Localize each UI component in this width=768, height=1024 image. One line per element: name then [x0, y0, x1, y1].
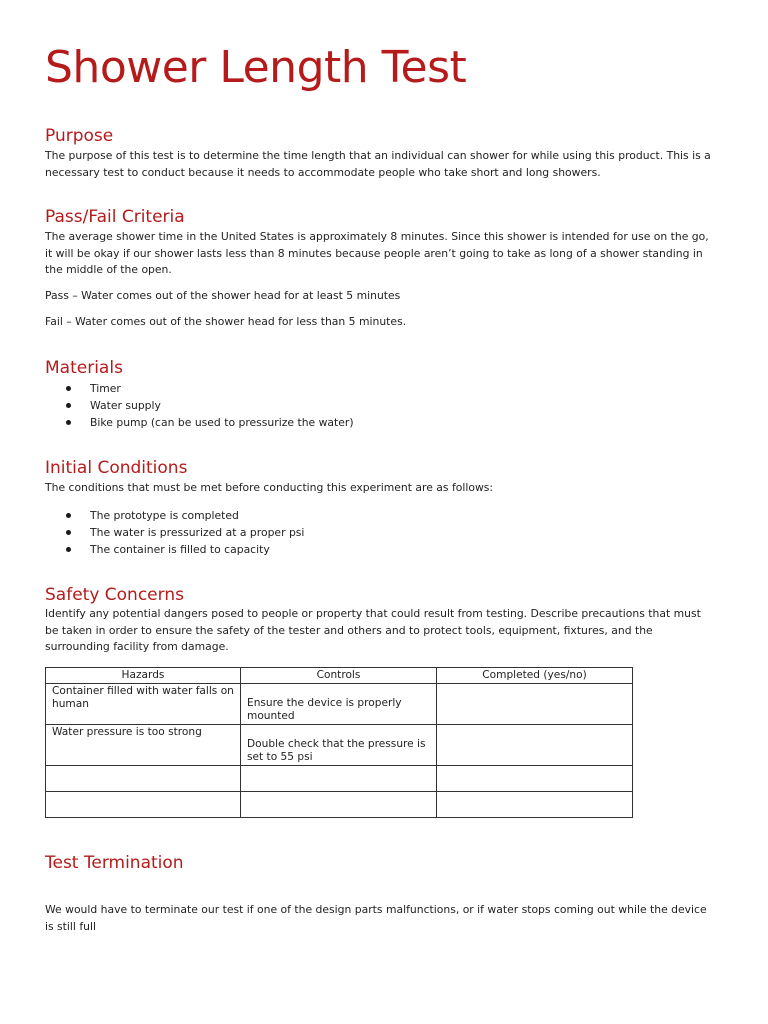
completed-cell — [437, 725, 633, 766]
completed-cell — [437, 766, 633, 792]
control-cell — [241, 766, 437, 792]
list-item: Timer — [45, 380, 354, 397]
hazard-cell — [46, 766, 241, 792]
header-completed: Completed (yes/no) — [437, 668, 633, 684]
initial-conditions-text: The conditions that must be met before conducting this experiment are as follows: — [45, 481, 494, 494]
completed-cell — [437, 792, 633, 818]
header-hazards: Hazards — [46, 668, 241, 684]
hazard-cell: Water pressure is too strong — [46, 725, 241, 766]
hazard-cell: Container filled with water falls on human — [46, 684, 241, 725]
materials-heading: Materials — [45, 358, 123, 378]
safety-text: Identify any potential dangers posed to people or property that could result from testing. Describe precautions that must be taken in order to ensure the safety of the tester and others and to protect tools, equipment, fixtures, and the surrounding facility from damage. — [45, 607, 701, 653]
hazard-cell — [46, 792, 241, 818]
purpose-heading: Purpose — [45, 126, 114, 146]
list-item: Bike pump (can be used to pressurize the water) — [45, 414, 354, 431]
completed-cell — [437, 684, 633, 725]
control-cell: Ensure the device is properly mounted — [241, 684, 437, 725]
control-cell: Double check that the pressure is set to 55 psi — [241, 725, 437, 766]
termination-text: We would have to terminate our test if one of the design parts malfunctions, or if water stops coming out while the device is still full — [45, 903, 707, 933]
table-row — [46, 725, 633, 766]
hazards-table — [45, 667, 633, 818]
purpose-text: The purpose of this test is to determine the time length that an individual can shower for while using this product. This is a necessary test to conduct because it needs to accommodate people who take short and long showers. — [45, 149, 711, 179]
table-row — [46, 684, 633, 725]
pass-fail-heading: Pass/Fail Criteria — [45, 207, 185, 227]
table-header-row — [46, 668, 633, 684]
pass-fail-text: The average shower time in the United States is approximately 8 minutes. Since this shower is intended for use on the go, it will be okay if our shower lasts less than 8 minutes because people aren’t going to take as long of a shower standing in the middle of the open. — [45, 230, 709, 276]
header-controls: Controls — [241, 668, 437, 684]
table-row — [46, 792, 633, 818]
list-item: The container is filled to capacity — [45, 541, 304, 558]
termination-heading: Test Termination — [45, 853, 184, 873]
control-cell — [241, 792, 437, 818]
list-item: The prototype is completed — [45, 507, 304, 524]
materials-list — [45, 380, 354, 431]
conditions-list — [45, 507, 304, 558]
initial-conditions-heading: Initial Conditions — [45, 458, 188, 478]
fail-criterion: Fail – Water comes out of the shower head for less than 5 minutes. — [45, 315, 407, 328]
page-title: Shower Length Test — [45, 42, 467, 93]
list-item: The water is pressurized at a proper psi — [45, 524, 304, 541]
safety-heading: Safety Concerns — [45, 585, 184, 605]
table-row — [46, 766, 633, 792]
list-item: Water supply — [45, 397, 354, 414]
pass-criterion: Pass – Water comes out of the shower head for at least 5 minutes — [45, 289, 401, 302]
